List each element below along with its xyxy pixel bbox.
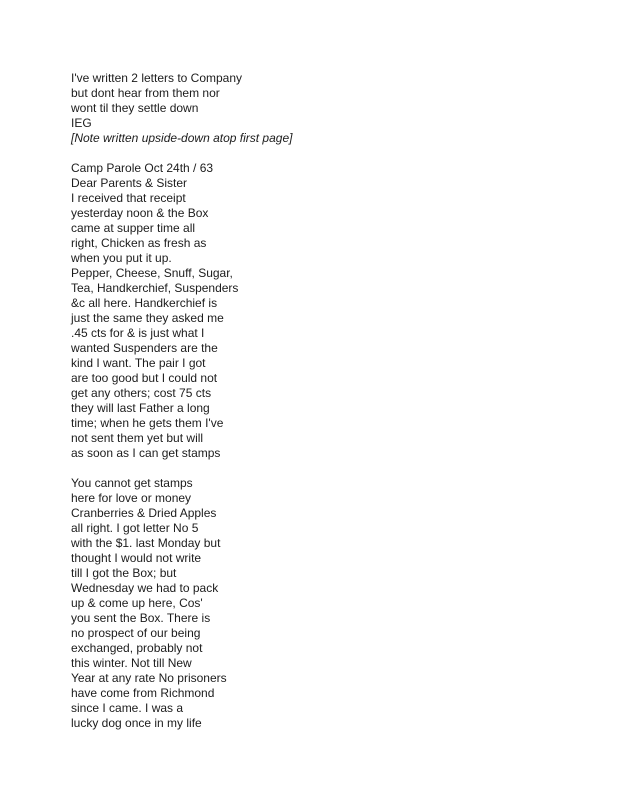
text-line: came at supper time all xyxy=(71,221,196,235)
text-line: &c all here. Handkerchief is xyxy=(71,296,218,310)
text-line: Cranberries & Dried Apples xyxy=(71,506,217,520)
text-line: Year at any rate No prisoners xyxy=(71,671,227,685)
text-line: I received that receipt xyxy=(71,191,186,205)
text-line: but dont hear from them nor xyxy=(71,86,220,100)
text-line: get any others; cost 75 cts xyxy=(71,386,212,400)
text-line: have come from Richmond xyxy=(71,686,215,700)
text-line: kind I want. The pair I got xyxy=(71,356,206,370)
text-line: Wednesday we had to pack xyxy=(71,581,219,595)
text-line: since I came. I was a xyxy=(71,701,184,715)
initials-line: IEG xyxy=(71,116,92,130)
text-line: wont til they settle down xyxy=(71,101,199,115)
text-line: here for love or money xyxy=(71,491,192,505)
text-line: when you put it up. xyxy=(71,251,172,265)
text-line: they will last Father a long xyxy=(71,401,210,415)
text-line: as soon as I can get stamps xyxy=(71,446,221,460)
text-line: Tea, Handkerchief, Suspenders xyxy=(71,281,239,295)
text-line: thought I would not write xyxy=(71,551,202,565)
text-line: till I got the Box; but xyxy=(71,566,177,580)
text-line: no prospect of our being xyxy=(71,626,201,640)
upside-down-note-paragraph xyxy=(71,71,578,146)
text-line: all right. I got letter No 5 xyxy=(71,521,199,535)
text-line: with the $1. last Monday but xyxy=(71,536,221,550)
text-line: not sent them yet but will xyxy=(71,431,204,445)
text-line: you sent the Box. There is xyxy=(71,611,211,625)
text-line: wanted Suspenders are the xyxy=(71,341,218,355)
letter-body-paragraph-2 xyxy=(71,476,578,731)
text-line: are too good but I could not xyxy=(71,371,218,385)
letter-body-paragraph-1 xyxy=(71,161,578,461)
text-line: time; when he gets them I've xyxy=(71,416,224,430)
text-line: I've written 2 letters to Company xyxy=(71,71,243,85)
text-line: exchanged, probably not xyxy=(71,641,203,655)
salutation-line: Dear Parents & Sister xyxy=(71,176,188,190)
transcriber-note-line: [Note written upside-down atop first page] xyxy=(71,131,293,145)
text-line: just the same they asked me xyxy=(71,311,224,325)
text-line: You cannot get stamps xyxy=(71,476,193,490)
text-line: yesterday noon & the Box xyxy=(71,206,209,220)
text-line: right, Chicken as fresh as xyxy=(71,236,207,250)
text-line: this winter. Not till New xyxy=(71,656,192,670)
text-line: up & come up here, Cos' xyxy=(71,596,203,610)
text-line: lucky dog once in my life xyxy=(71,716,202,730)
text-line: Pepper, Cheese, Snuff, Sugar, xyxy=(71,266,233,280)
text-line: .45 cts for & is just what I xyxy=(71,326,205,340)
letter-heading-line: Camp Parole Oct 24th / 63 xyxy=(71,161,214,175)
